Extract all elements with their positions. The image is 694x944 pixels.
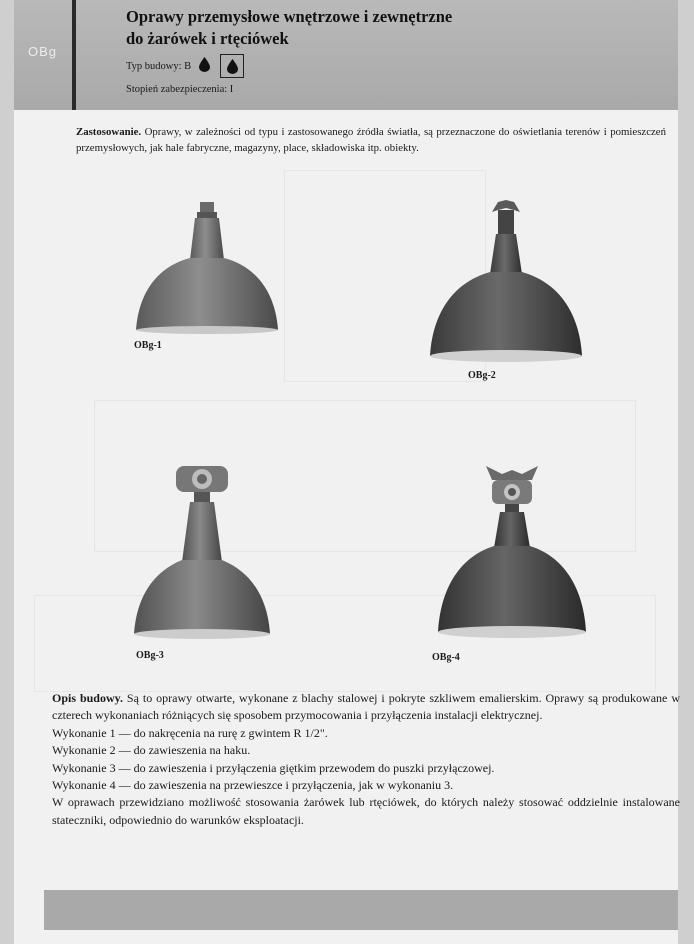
footer-band xyxy=(44,890,678,930)
page-title xyxy=(126,6,646,50)
product-code: OBg xyxy=(28,44,58,59)
description-section xyxy=(52,690,680,829)
description-heading: Opis budowy. xyxy=(52,691,123,705)
title-line-1: Oprawy przemysłowe wnętrzowe i zewnętrzne xyxy=(126,7,453,26)
intro-paragraph xyxy=(76,124,666,156)
variant-3: Wykonanie 3 — do zawieszenia i przyłączenia giętkim przewodem do puszki przyłączowej. xyxy=(52,760,495,775)
variant-4: Wykonanie 4 — do zawieszenia na przewieszce i przyłączenia, jak w wykonaniu 3. xyxy=(52,778,454,793)
intro-heading: Zastosowanie. xyxy=(76,126,142,138)
lamp-label-obg-3: OBg-3 xyxy=(136,650,164,661)
description-text: Są to oprawy otwarte, wykonane z blachy stalowej i pokryte szkliwem emalierskim. Oprawy są produkowane w czterech wykonaniach różniących się sposobem przymocowania i przyłączenia instalacji elektrycznej. xyxy=(52,691,680,723)
drop-icon xyxy=(199,57,210,75)
intro-text: Oprawy, w zależności od typu i zastosowanego źródła światła, są przeznaczone do oświetlania terenów i pomieszczeń przemysłowych, jak hale fabryczne, magazyny, place, składowiska itp. obiekty. xyxy=(76,126,666,154)
header-band xyxy=(14,0,678,110)
closing-paragraph: W oprawach przewidziano możliwość stosowania żarówek lub rtęciówek, do których należy stosować oddzielnie instalowane stateczniki, odpowiednio do warunków eksploatacji. xyxy=(52,795,680,827)
lamp-label-obg-4: OBg-4 xyxy=(432,652,460,663)
title-line-2: do żarówek i rtęciówek xyxy=(126,29,289,48)
lamp-obg-1-image xyxy=(132,200,282,340)
lamp-obg-3-image xyxy=(132,458,272,646)
protection-label: Stopień zabezpieczenia: I xyxy=(126,84,234,95)
variant-1: Wykonanie 1 — do nakręcenia na rurę z gwintem R 1/2". xyxy=(52,725,328,740)
lamp-label-obg-1: OBg-1 xyxy=(134,340,162,351)
lamp-obg-4-image xyxy=(434,458,590,646)
header-divider xyxy=(72,0,76,110)
boxed-drop-icon xyxy=(220,54,244,78)
catalog-page xyxy=(14,0,678,944)
type-label: Typ budowy: B xyxy=(126,60,192,72)
lamp-obg-2-image xyxy=(426,196,586,368)
variant-2: Wykonanie 2 — do zawieszenia na haku. xyxy=(52,743,251,758)
description-paragraph xyxy=(52,690,680,725)
type-row xyxy=(126,54,244,78)
lamp-label-obg-2: OBg-2 xyxy=(468,370,496,381)
